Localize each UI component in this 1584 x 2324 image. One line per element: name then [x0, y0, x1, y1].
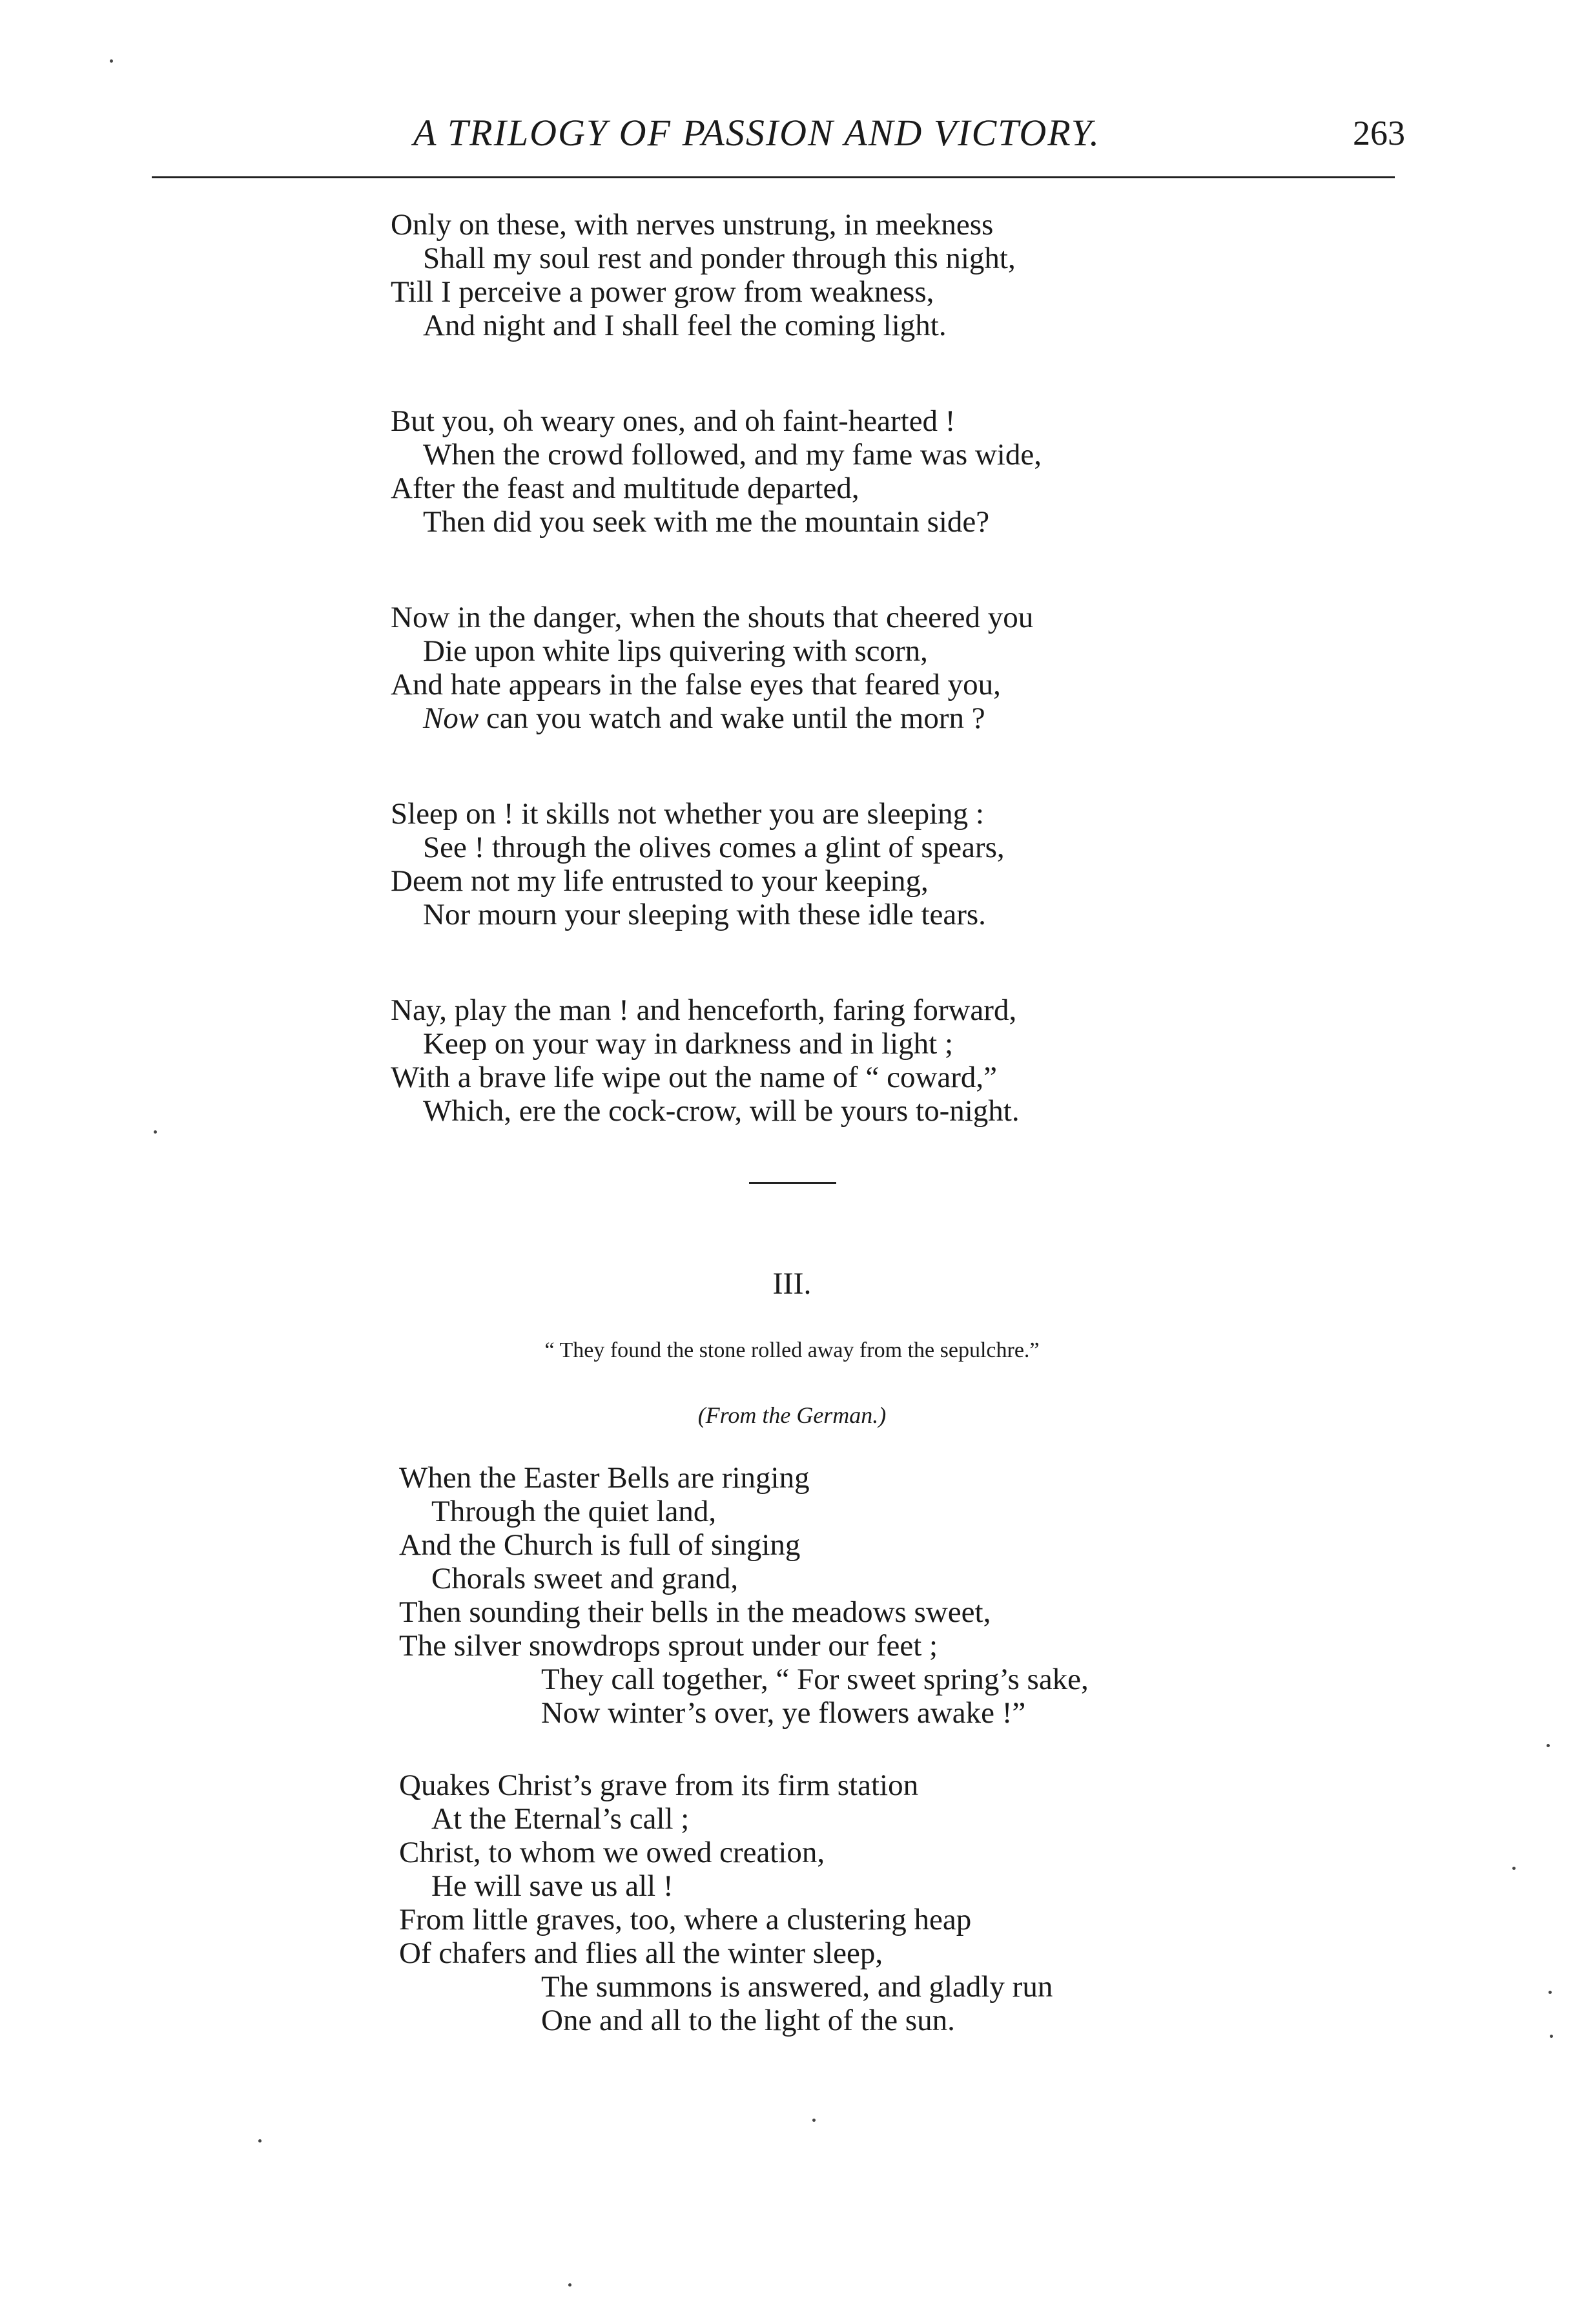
stanza [391, 601, 1230, 735]
verse-line: Then did you seek with me the mountain side? [423, 505, 990, 539]
verse-line: Now winter’s over, ye flowers awake !” [541, 1696, 1026, 1730]
verse-line: And hate appears in the false eyes that feared you, [391, 668, 1001, 701]
scan-speck [258, 2139, 262, 2142]
page-number: 263 [1353, 114, 1405, 152]
scan-speck [1512, 1867, 1516, 1870]
verse-line: Chorals sweet and grand, [431, 1562, 739, 1595]
scan-speck [812, 2119, 816, 2122]
verse-line: At the Eternal’s call ; [431, 1802, 690, 1836]
poem-part-three [399, 1461, 1239, 2076]
stanza [391, 993, 1230, 1128]
stanza [391, 404, 1230, 539]
verse-line: Through the quiet land, [431, 1495, 717, 1528]
verse-line: But you, oh weary ones, and oh faint-hearted ! [391, 404, 956, 438]
verse-line: Die upon white lips quivering with scorn, [423, 634, 928, 668]
verse-line: Shall my soul rest and ponder through this night, [423, 242, 1016, 275]
verse-line [391, 701, 1230, 735]
stanza [391, 797, 1230, 931]
section-heading: III. [772, 1267, 812, 1301]
header-rule [152, 176, 1395, 178]
poem-part-two [391, 208, 1230, 1190]
verse-line: After the feast and multitude departed, [391, 472, 859, 505]
scan-speck [1550, 2035, 1553, 2038]
verse-line: Nor mourn your sleeping with these idle tears. [423, 898, 986, 931]
verse-line: He will save us all ! [431, 1869, 674, 1903]
verse-line: One and all to the light of the sun. [541, 2004, 955, 2037]
verse-line: Christ, to whom we owed creation, [399, 1836, 825, 1869]
verse-line: Now in the danger, when the shouts that cheered you [391, 601, 1034, 634]
verse-line: Nay, play the man ! and henceforth, faring forward, [391, 993, 1017, 1027]
verse-line: And night and I shall feel the coming light. [423, 309, 947, 342]
emphasis-word: Now [423, 701, 479, 735]
verse-line: Sleep on ! it skills not whether you are sleeping : [391, 797, 984, 831]
attribution: (From the German.) [697, 1402, 887, 1428]
verse-line: Keep on your way in darkness and in light ; [423, 1027, 954, 1061]
stanza [391, 208, 1230, 342]
verse-line: Of chafers and flies all the winter sleep, [399, 1936, 883, 1970]
verse-line-text: can you watch and wake until the morn ? [486, 701, 985, 735]
scan-speck [568, 2283, 571, 2287]
verse-line: The silver snowdrops sprout under our feet ; [399, 1629, 938, 1663]
stanza [399, 1461, 1239, 1730]
verse-line: With a brave life wipe out the name of “ coward,” [391, 1061, 998, 1094]
verse-line: Deem not my life entrusted to your keeping, [391, 864, 929, 898]
verse-line: When the crowd followed, and my fame was wide, [423, 438, 1042, 472]
verse-line: The summons is answered, and gladly run [541, 1970, 1053, 2004]
verse-line: From little graves, too, where a clustering heap [399, 1903, 972, 1936]
verse-line: Till I perceive a power grow from weakness, [391, 275, 934, 309]
verse-line: Quakes Christ’s grave from its firm station [399, 1769, 919, 1802]
section-divider [749, 1182, 836, 1184]
epigraph: “ They found the stone rolled away from the sepulchre.” [544, 1338, 1040, 1362]
verse-line: They call together, “ For sweet spring’s sake, [541, 1663, 1089, 1696]
verse-line: When the Easter Bells are ringing [399, 1461, 810, 1495]
verse-line: Only on these, with nerves unstrung, in meekness [391, 208, 994, 242]
scan-speck [154, 1130, 157, 1134]
verse-line: Then sounding their bells in the meadows sweet, [399, 1595, 991, 1629]
verse-line: Which, ere the cock-crow, will be yours to-night. [423, 1094, 1020, 1128]
scan-speck [1547, 1744, 1550, 1747]
scan-speck [1548, 1991, 1552, 1994]
running-title: A TRILOGY OF PASSION AND VICTORY. [413, 112, 1101, 154]
scan-speck [110, 59, 113, 63]
verse-line: And the Church is full of singing [399, 1528, 801, 1562]
stanza [399, 1769, 1239, 2037]
verse-line: See ! through the olives comes a glint of spears, [423, 831, 1005, 864]
